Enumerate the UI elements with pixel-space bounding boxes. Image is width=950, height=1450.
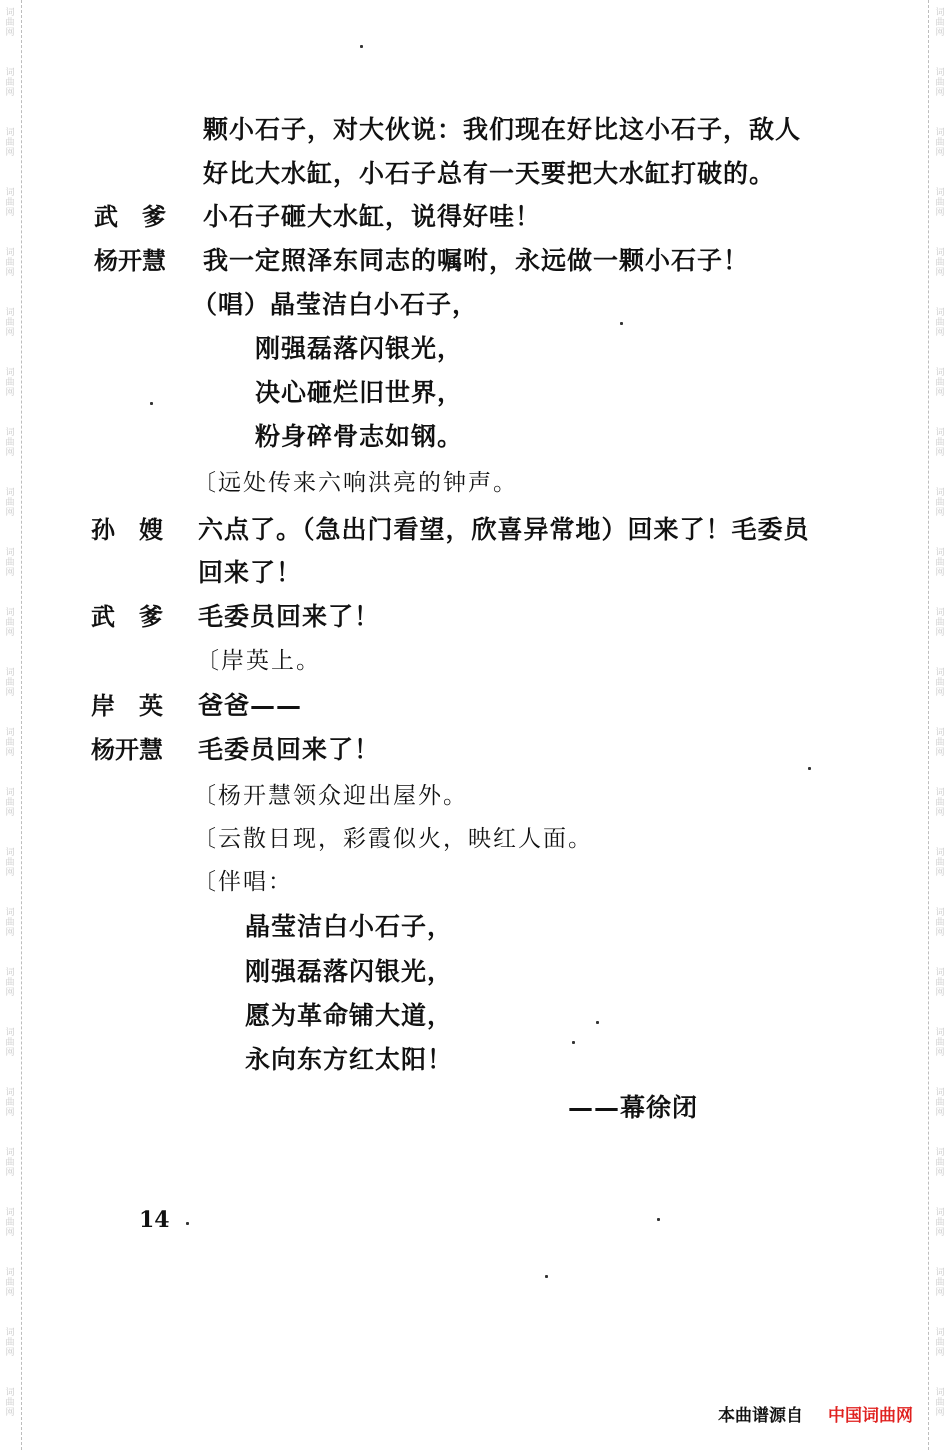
watermark-char: 曲 [935,18,945,28]
watermark-mark [2,128,18,158]
watermark-char: 词 [935,248,945,258]
watermark-char: 网 [935,448,945,458]
watermark-char: 网 [5,1288,15,1298]
watermark-mark [2,968,18,998]
watermark-char: 网 [5,88,15,98]
scan-speck [186,1222,189,1225]
watermark-char: 曲 [935,78,945,88]
watermark-char: 词 [935,188,945,198]
watermark-char: 词 [935,1088,945,1098]
watermark-char: 曲 [5,618,15,628]
watermark-mark [2,1268,18,1298]
watermark-char: 网 [935,1348,945,1358]
watermark-char: 曲 [5,1098,15,1108]
watermark-char: 网 [935,1228,945,1238]
watermark-char: 网 [5,148,15,158]
watermark-char: 词 [5,788,15,798]
watermark-char: 词 [5,908,15,918]
watermark-char: 曲 [935,618,945,628]
watermark-char: 网 [935,88,945,98]
watermark-mark [932,788,948,818]
song-line-4: 粉身碎骨志如钢。 [255,422,464,451]
dialogue-line-8: 爸爸—— [198,691,303,720]
watermark-char: 曲 [935,1398,945,1408]
watermark-mark [932,1088,948,1118]
watermark-mark [2,788,18,818]
watermark-char: 词 [5,1208,15,1218]
dialogue-line-7: 毛委员回来了！ [198,602,381,631]
watermark-char: 词 [935,128,945,138]
watermark-char: 词 [5,848,15,858]
watermark-char: 词 [935,368,945,378]
watermark-char: 曲 [935,498,945,508]
watermark-char: 词 [5,668,15,678]
speaker-wu-die: 武 爹 [94,203,166,231]
watermark-char: 网 [935,1288,945,1298]
watermark-mark [932,1268,948,1298]
watermark-char: 词 [5,8,15,18]
watermark-char: 词 [5,488,15,498]
watermark-mark [932,428,948,458]
watermark-char: 网 [935,808,945,818]
watermark-char: 曲 [935,1338,945,1348]
watermark-char: 曲 [5,258,15,268]
watermark-char: 曲 [935,1158,945,1168]
watermark-char: 网 [935,568,945,578]
watermark-mark [932,368,948,398]
watermark-char: 词 [5,428,15,438]
watermark-mark [2,1328,18,1358]
watermark-char: 词 [5,1388,15,1398]
watermark-mark [2,728,18,758]
left-margin-line [21,0,22,1450]
watermark-char: 网 [5,1108,15,1118]
watermark-char: 曲 [5,558,15,568]
chorus-line-2: 刚强磊落闪银光， [245,957,454,986]
watermark-mark [932,308,948,338]
watermark-mark [932,488,948,518]
watermark-mark [2,848,18,878]
watermark-char: 网 [935,1108,945,1118]
watermark-char: 词 [935,548,945,558]
watermark-char: 词 [5,1028,15,1038]
watermark-char: 曲 [935,978,945,988]
song-line-1: （唱）晶莹洁白小石子， [192,290,479,319]
watermark-char: 网 [5,568,15,578]
watermark-char: 词 [935,68,945,78]
watermark-char: 曲 [5,1158,15,1168]
watermark-mark [2,308,18,338]
watermark-char: 网 [935,1048,945,1058]
dialogue-line-2: 好比大水缸，小石子总有一天要把大水缸打破的。 [203,159,776,188]
watermark-mark [932,1388,948,1418]
watermark-mark [2,8,18,38]
song-line-3: 决心砸烂旧世界， [255,378,464,407]
watermark-char: 词 [5,308,15,318]
watermark-char: 词 [5,1328,15,1338]
watermark-mark [932,1028,948,1058]
chorus-line-1: 晶莹洁白小石子， [245,912,454,941]
scan-speck [808,767,811,770]
dialogue-line-3: 小石子砸大水缸，说得好哇！ [203,202,542,231]
watermark-char: 网 [935,628,945,638]
watermark-char: 词 [5,548,15,558]
speaker-wu-die-2: 武 爹 [91,603,163,631]
watermark-char: 网 [935,268,945,278]
stage-direction-sunrise: 〔云散日现，彩霞似火，映红人面。 [193,826,593,852]
watermark-char: 词 [5,1088,15,1098]
watermark-char: 词 [935,1328,945,1338]
watermark-char: 网 [5,1408,15,1418]
source-label: 本曲谱源自 [718,1406,803,1426]
watermark-char: 网 [5,988,15,998]
watermark-char: 曲 [5,78,15,88]
watermark-char: 网 [935,868,945,878]
watermark-mark [2,908,18,938]
watermark-char: 网 [935,688,945,698]
scan-speck [596,1021,599,1024]
watermark-char: 曲 [5,918,15,928]
watermark-char: 网 [5,928,15,938]
watermark-char: 词 [935,908,945,918]
watermark-char: 曲 [935,738,945,748]
watermark-mark [2,1088,18,1118]
watermark-mark [2,368,18,398]
watermark-char: 曲 [5,678,15,688]
watermark-char: 曲 [5,18,15,28]
watermark-char: 网 [5,1228,15,1238]
watermark-char: 曲 [935,1038,945,1048]
right-margin-line [928,0,929,1450]
watermark-mark [932,848,948,878]
song-line-2: 刚强磊落闪银光， [255,334,464,363]
scan-speck [572,1041,575,1044]
watermark-char: 曲 [935,1218,945,1228]
watermark-char: 网 [935,328,945,338]
watermark-mark [932,668,948,698]
watermark-char: 曲 [935,438,945,448]
stage-direction-exit: 〔杨开慧领众迎出屋外。 [193,783,468,809]
watermark-mark [2,1148,18,1178]
watermark-char: 词 [5,608,15,618]
scan-speck [620,322,623,325]
watermark-char: 曲 [5,378,15,388]
watermark-char: 曲 [5,1218,15,1228]
stage-direction-anying: 〔岸英上。 [196,648,321,674]
watermark-mark [932,1328,948,1358]
watermark-char: 曲 [935,1098,945,1108]
watermark-char: 网 [5,508,15,518]
watermark-char: 曲 [5,798,15,808]
watermark-char: 曲 [935,1278,945,1288]
watermark-char: 词 [935,1208,945,1218]
watermark-char: 词 [935,308,945,318]
watermark-mark [2,248,18,278]
page-number: 14 [139,1207,170,1233]
dialogue-line-5: 六点了。（急出门看望，欣喜异常地）回来了！毛委员 [198,515,810,544]
curtain-close: ——幕徐闭 [568,1093,699,1122]
watermark-char: 网 [935,508,945,518]
watermark-mark [2,668,18,698]
watermark-char: 曲 [935,678,945,688]
watermark-char: 网 [935,388,945,398]
watermark-mark [2,1028,18,1058]
watermark-char: 网 [5,628,15,638]
watermark-char: 词 [935,488,945,498]
watermark-char: 曲 [935,318,945,328]
watermark-char: 网 [935,1168,945,1178]
watermark-char: 曲 [5,1038,15,1048]
watermark-mark [2,488,18,518]
watermark-char: 词 [935,788,945,798]
watermark-char: 网 [935,748,945,758]
watermark-char: 网 [935,148,945,158]
scan-speck [545,1275,548,1278]
watermark-mark [932,68,948,98]
scan-speck [360,45,363,48]
watermark-char: 网 [5,268,15,278]
watermark-char: 曲 [935,918,945,928]
watermark-mark [932,188,948,218]
watermark-char: 词 [935,848,945,858]
watermark-char: 曲 [5,1338,15,1348]
watermark-char: 词 [5,68,15,78]
watermark-char: 网 [5,28,15,38]
watermark-char: 网 [5,868,15,878]
watermark-char: 曲 [935,558,945,568]
watermark-char: 词 [935,608,945,618]
watermark-char: 曲 [935,798,945,808]
watermark-char: 曲 [935,138,945,148]
watermark-mark [932,608,948,638]
speaker-yang-kaihui: 杨开慧 [94,247,166,275]
watermark-char: 网 [935,208,945,218]
watermark-char: 曲 [5,1278,15,1288]
dialogue-line-1: 颗小石子，对大伙说：我们现在好比这小石子，敌人 [203,115,802,144]
watermark-char: 词 [5,1268,15,1278]
watermark-char: 曲 [5,318,15,328]
watermark-char: 词 [5,968,15,978]
watermark-char: 网 [935,988,945,998]
watermark-char: 网 [935,28,945,38]
watermark-char: 曲 [5,498,15,508]
watermark-char: 词 [935,428,945,438]
watermark-char: 网 [5,1348,15,1358]
watermark-char: 曲 [5,978,15,988]
watermark-char: 网 [5,388,15,398]
watermark-char: 网 [935,1408,945,1418]
watermark-mark [2,428,18,458]
watermark-char: 曲 [5,1398,15,1408]
watermark-char: 词 [935,8,945,18]
watermark-char: 词 [5,728,15,738]
watermark-mark [932,1208,948,1238]
dialogue-line-6: 回来了！ [198,558,303,587]
watermark-mark [932,8,948,38]
chorus-line-3: 愿为革命铺大道， [245,1001,454,1030]
watermark-mark [932,548,948,578]
watermark-char: 词 [935,668,945,678]
watermark-char: 词 [5,188,15,198]
watermark-char: 曲 [935,198,945,208]
watermark-char: 网 [5,808,15,818]
watermark-char: 网 [5,1168,15,1178]
watermark-char: 词 [5,1148,15,1158]
watermark-char: 曲 [935,378,945,388]
watermark-char: 曲 [5,198,15,208]
watermark-char: 词 [935,1148,945,1158]
watermark-char: 词 [935,1028,945,1038]
speaker-sun-sao: 孙 嫂 [91,516,163,544]
watermark-char: 网 [5,208,15,218]
watermark-char: 网 [5,328,15,338]
speaker-anying: 岸 英 [91,692,163,720]
watermark-char: 网 [5,1048,15,1058]
watermark-mark [932,248,948,278]
watermark-char: 曲 [935,858,945,868]
watermark-mark [2,608,18,638]
watermark-char: 词 [5,248,15,258]
dialogue-line-9: 毛委员回来了！ [198,735,381,764]
watermark-mark [932,908,948,938]
watermark-char: 曲 [935,258,945,268]
stage-direction-chorus: 〔伴唱： [193,869,293,895]
watermark-char: 网 [5,688,15,698]
watermark-mark [2,1208,18,1238]
watermark-char: 网 [5,448,15,458]
watermark-mark [2,548,18,578]
watermark-char: 曲 [5,738,15,748]
watermark-char: 网 [5,748,15,758]
watermark-char: 曲 [5,138,15,148]
watermark-char: 词 [5,128,15,138]
watermark-mark [932,128,948,158]
watermark-char: 词 [935,1268,945,1278]
dialogue-line-4: 我一定照泽东同志的嘱咐，永远做一颗小石子！ [203,246,750,275]
watermark-char: 词 [5,368,15,378]
watermark-mark [932,728,948,758]
scan-speck [657,1218,660,1221]
watermark-char: 词 [935,968,945,978]
scan-speck [150,402,153,405]
watermark-char: 词 [935,728,945,738]
watermark-mark [2,68,18,98]
watermark-char: 网 [935,928,945,938]
watermark-char: 词 [935,1388,945,1398]
stage-direction-bell: 〔远处传来六响洪亮的钟声。 [193,470,518,496]
site-name-link[interactable]: 中国词曲网 [828,1406,913,1426]
chorus-line-4: 永向东方红太阳！ [245,1045,454,1074]
watermark-mark [2,188,18,218]
speaker-yang-kaihui-2: 杨开慧 [91,736,163,764]
watermark-mark [932,968,948,998]
watermark-char: 曲 [5,438,15,448]
watermark-mark [2,1388,18,1418]
watermark-mark [932,1148,948,1178]
watermark-char: 曲 [5,858,15,868]
